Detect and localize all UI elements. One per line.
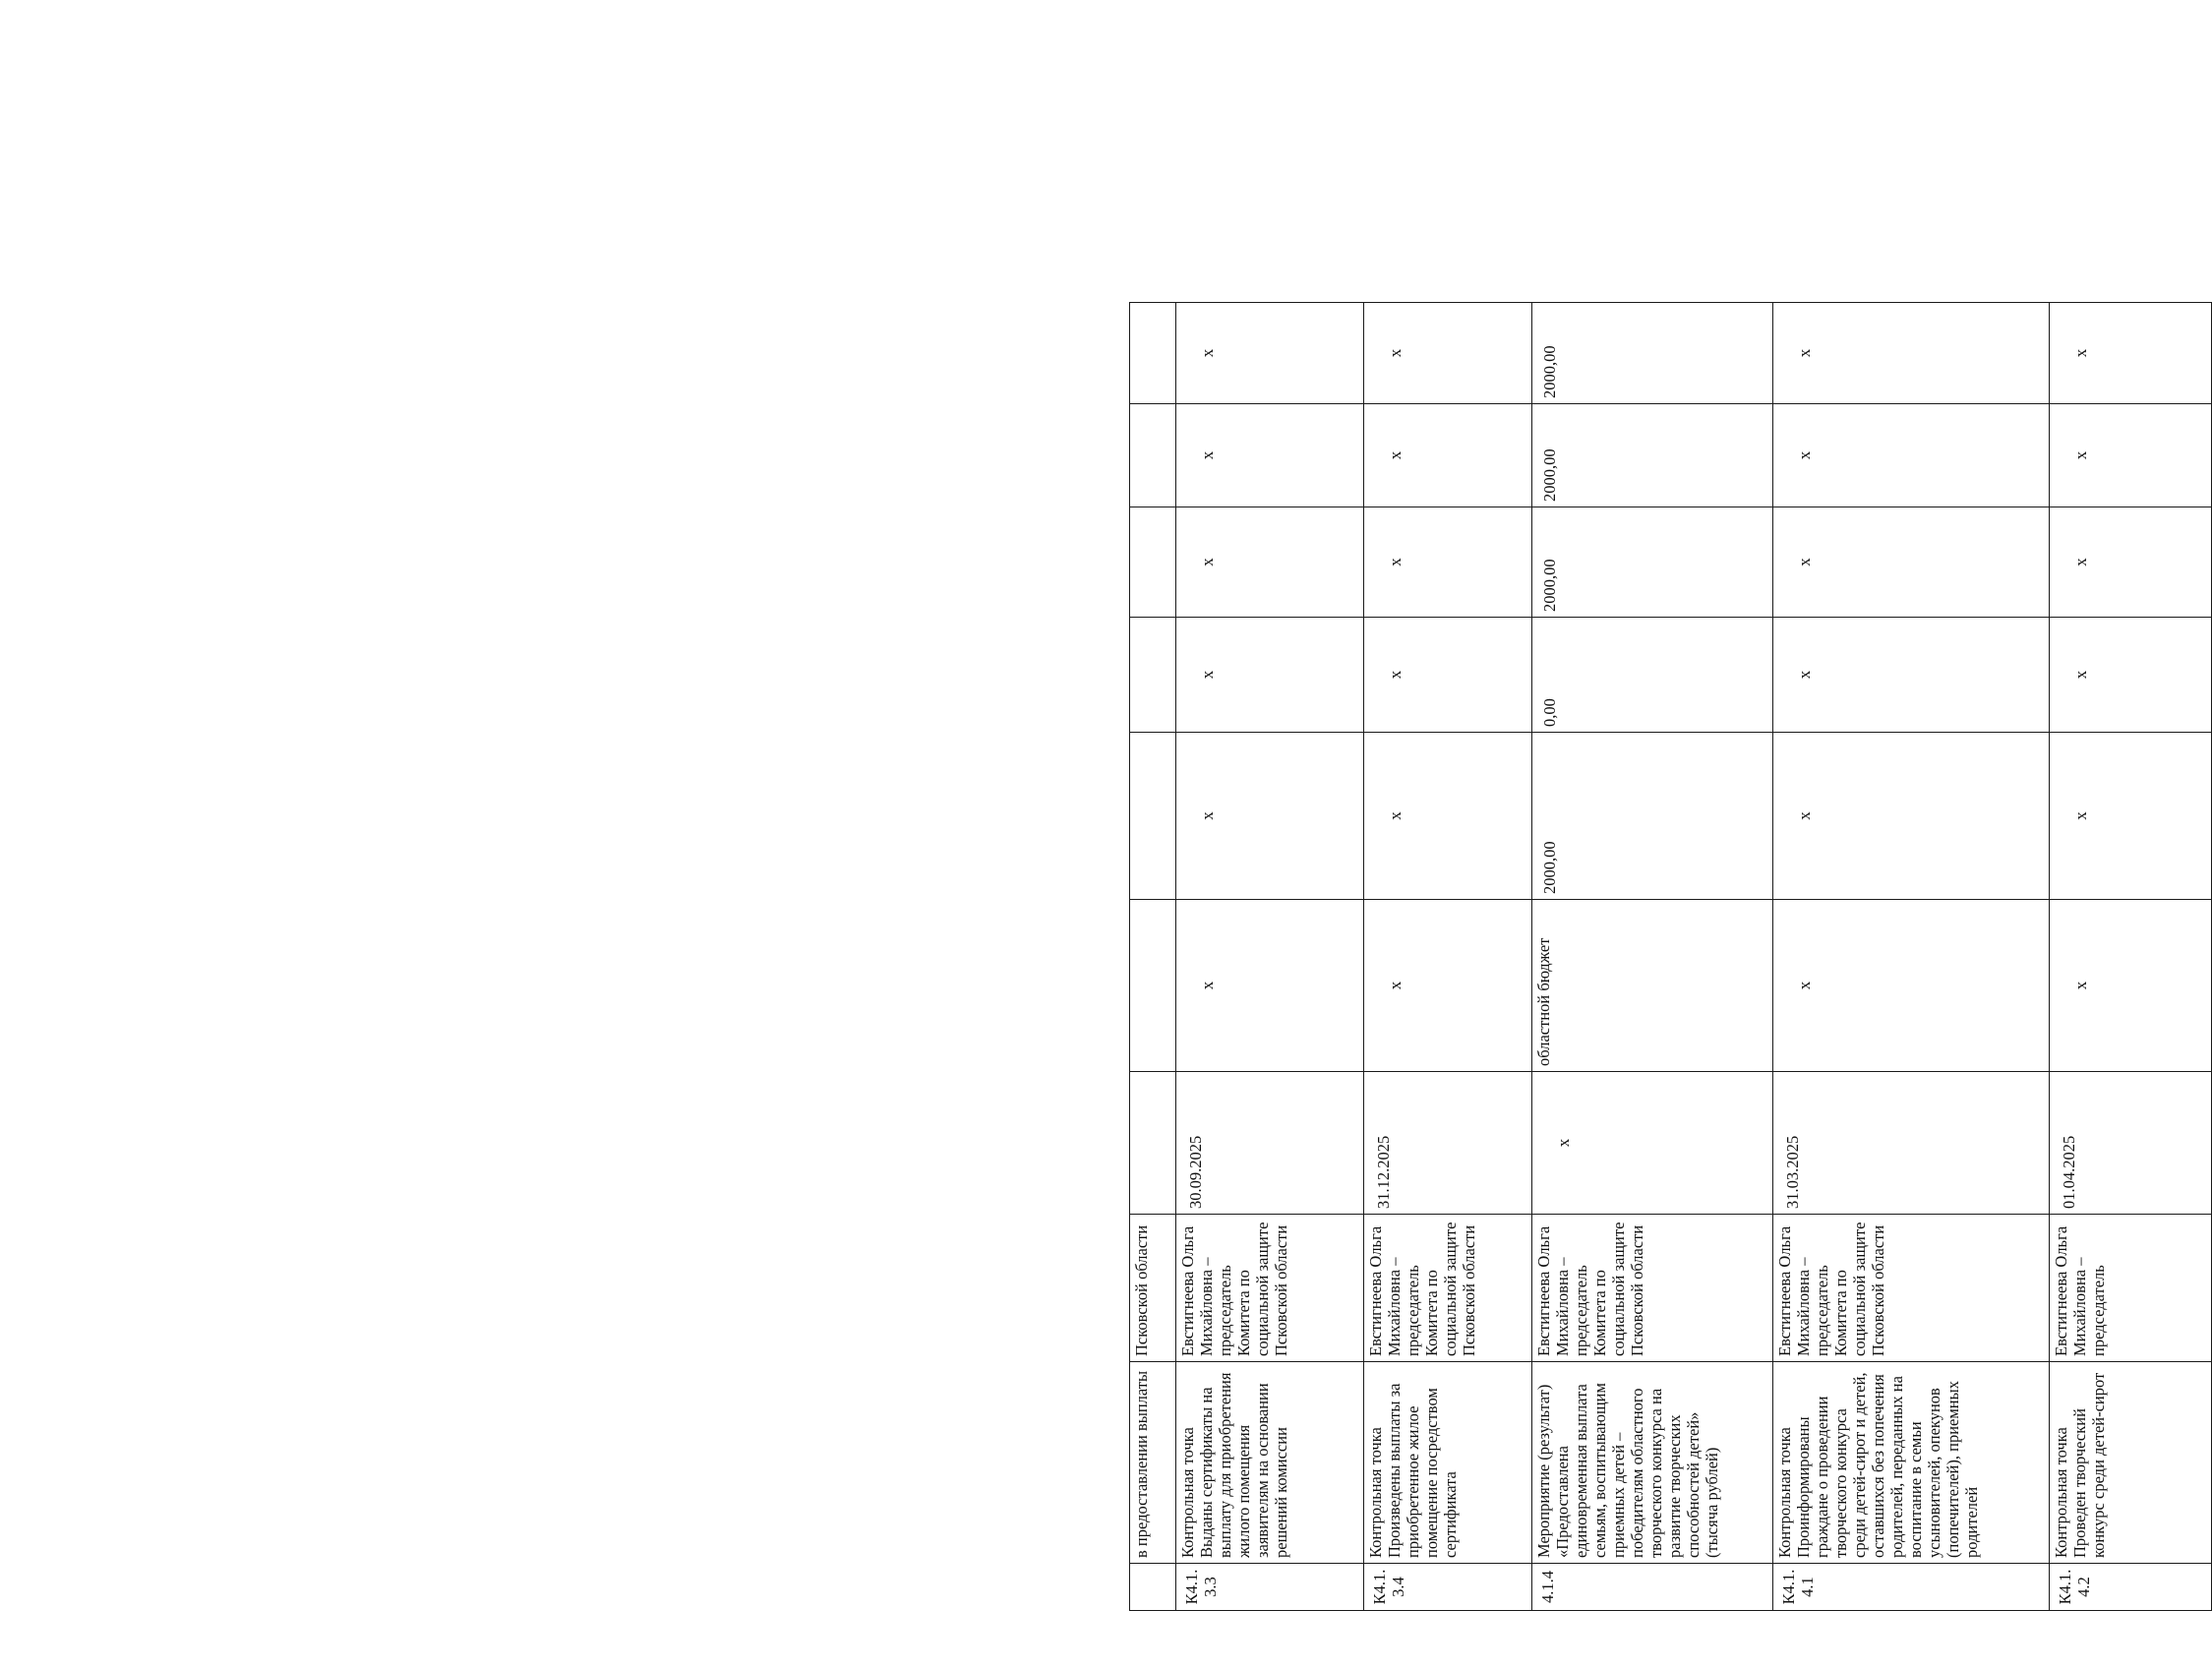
year2-cell: х	[1773, 507, 2050, 618]
header-y4-cell	[1130, 303, 1176, 404]
table-row	[1176, 303, 1364, 1611]
date-cell: х	[1532, 1072, 1773, 1215]
year4-cell: х	[1364, 303, 1532, 404]
year2-cell: х	[2050, 507, 2212, 618]
year4-cell: х	[1176, 303, 1364, 404]
year3-cell: х	[1773, 404, 2050, 507]
header-y3-cell	[1130, 404, 1176, 507]
year3-cell: х	[2050, 404, 2212, 507]
year4-cell: 2000,00	[1532, 303, 1773, 404]
source-cell: х	[1773, 900, 2050, 1072]
total-cell: х	[1773, 733, 2050, 900]
rotated-table-container	[1129, 345, 2108, 1611]
year2-cell: х	[1364, 507, 1532, 618]
total-cell: х	[2050, 733, 2212, 900]
year1-cell: х	[1773, 618, 2050, 733]
header-row	[1130, 303, 1176, 1611]
name-cell: Контрольная точка Проведен творческий конкурс среди детей-сирот	[2050, 1362, 2212, 1564]
header-code-cell	[1130, 1564, 1176, 1611]
responsible-cell: Евстигнеева Ольга Михайловна – председатель Комитета по социальной защите Псковской области	[1176, 1215, 1364, 1362]
responsible-cell: Евстигнеева Ольга Михайловна – председатель	[2050, 1215, 2212, 1362]
responsible-cell: Евстигнеева Ольга Михайловна – председатель Комитета по социальной защите Псковской области	[1532, 1215, 1773, 1362]
name-cell: Контрольная точка Проинформированы граждане о проведении творческого конкурса среди детей-сирот и детей, оставшихся без попечения родителей, переданных на воспитание в семьи усыновителей, опекунов (попечителей), приемных родителей	[1773, 1362, 2050, 1564]
source-cell: х	[2050, 900, 2212, 1072]
code-cell: 4.1.4	[1532, 1564, 1773, 1611]
header-total-cell	[1130, 733, 1176, 900]
year1-cell: х	[1176, 618, 1364, 733]
date-cell: 30.09.2025	[1176, 1072, 1364, 1215]
name-cell: Контрольная точка Произведены выплаты за приобретенное жилое помещение посредством сертификата	[1364, 1362, 1532, 1564]
total-cell: х	[1364, 733, 1532, 900]
header-y2-cell	[1130, 507, 1176, 618]
source-cell: х	[1176, 900, 1364, 1072]
date-cell: 31.03.2025	[1773, 1072, 2050, 1215]
table-row	[1532, 303, 1773, 1611]
year1-cell: х	[2050, 618, 2212, 733]
name-cell: Мероприятие (результат) «Предоставлена единовременная выплата семьям, воспитывающим приемных детей – победителям областного творческого конкурса на развитие творческих способностей детей» (тысяча рублей)	[1532, 1362, 1773, 1564]
year1-cell: х	[1364, 618, 1532, 733]
name-cell: Контрольная точка Выданы сертификаты на выплату для приобретения жилого помещения заявителям на основании решений комиссии	[1176, 1362, 1364, 1564]
plan-table	[1129, 302, 2212, 1611]
date-cell: 31.12.2025	[1364, 1072, 1532, 1215]
year2-cell: 2000,00	[1532, 507, 1773, 618]
header-date-cell	[1130, 1072, 1176, 1215]
date-cell: 01.04.2025	[2050, 1072, 2212, 1215]
code-cell: К4.1.4.1	[1773, 1564, 2050, 1611]
responsible-cell: Евстигнеева Ольга Михайловна – председатель Комитета по социальной защите Псковской области	[1364, 1215, 1532, 1362]
total-cell: 2000,00	[1532, 733, 1773, 900]
year4-cell: х	[1773, 303, 2050, 404]
header-source-cell	[1130, 900, 1176, 1072]
header-name-cell: в предоставлении выплаты	[1130, 1362, 1176, 1564]
year1-cell: 0,00	[1532, 618, 1773, 733]
year3-cell: х	[1364, 404, 1532, 507]
total-cell: х	[1176, 733, 1364, 900]
code-cell: К4.1.3.4	[1364, 1564, 1532, 1611]
table-row	[1773, 303, 2050, 1611]
year2-cell: х	[1176, 507, 1364, 618]
header-responsible-cell: Псковской области	[1130, 1215, 1176, 1362]
code-cell: К4.1.4.2	[2050, 1564, 2212, 1611]
source-cell: областной бюджет	[1532, 900, 1773, 1072]
year3-cell: х	[1176, 404, 1364, 507]
source-cell: х	[1364, 900, 1532, 1072]
year4-cell: х	[2050, 303, 2212, 404]
table-row	[1364, 303, 1532, 1611]
code-cell: К4.1.3.3	[1176, 1564, 1364, 1611]
header-y1-cell	[1130, 618, 1176, 733]
table-row	[2050, 303, 2212, 1611]
year3-cell: 2000,00	[1532, 404, 1773, 507]
responsible-cell: Евстигнеева Ольга Михайловна – председатель Комитета по социальной защите Псковской области	[1773, 1215, 2050, 1362]
